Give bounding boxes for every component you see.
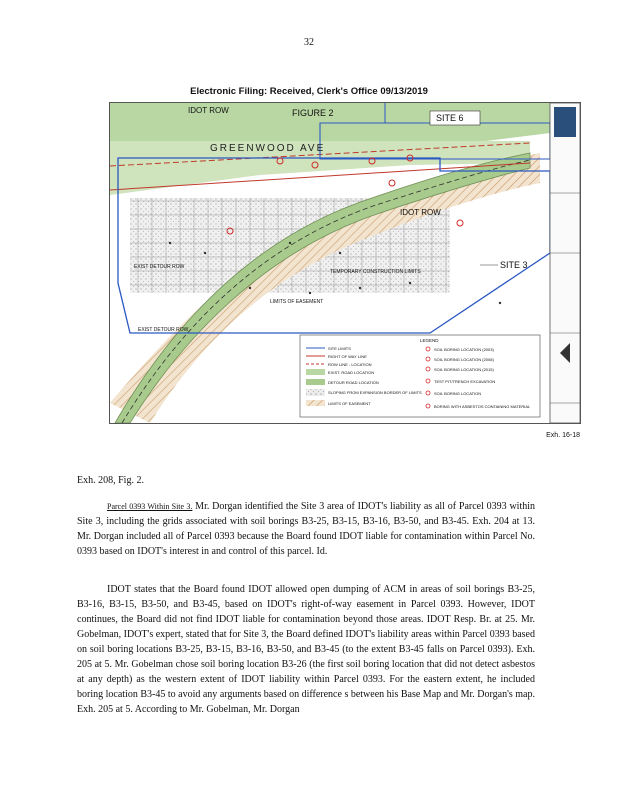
legend-right-5: BORING WITH ASBESTOS CONTAINING MATERIAL: [434, 404, 531, 409]
legend-right-2: SOIL BORING LOCATION (2015): [434, 367, 494, 372]
easement-limit-label: LIMITS OF EASEMENT: [270, 299, 324, 305]
idot-row-top-label: IDOT ROW: [188, 106, 229, 115]
legend-header: LEGEND: [420, 338, 439, 343]
legend-left-0: SITE LIMITS: [328, 346, 351, 351]
site-3-label: SITE 3: [500, 260, 528, 270]
legend-right-0: SOIL BORING LOCATION (2003): [434, 347, 494, 352]
figure-caption: Exh. 16-18: [546, 432, 580, 439]
road-label: GREENWOOD AVE: [210, 143, 326, 154]
paragraph-idot-states: [77, 582, 535, 717]
site-map-figure: [109, 102, 581, 424]
legend-right-1: SOIL BORING LOCATION (2008): [434, 357, 494, 362]
legend-left-1: RIGHT OF WAY LINE: [328, 354, 367, 359]
paragraph-2-text: IDOT states that the Board found IDOT allowed open dumping of ACM in areas of soil borings B3-25, B3-16, B3-15, B3-50, and B3-45, based on IDOT's right-of-way easement in Parcel 0393. However, IDOT continues, the Board did not find IDOT liable for contamination beyond those areas. IDOT Resp. Br. at 25. Mr. Gobelman, IDOT's expert, stated that for Site 3, the Board defined IDOT's liability areas within Parcel 0393 based on soil boring locations B3-25, B3-15, B3-16, B3-50, and B3-45 (to the extent B3-45 falls on Parcel 0393). Exh. 205 at 5. Mr. Gobelman chose soil boring location B3-26 (the first soil boring location that did not detect asbestos at any depth) as the western extent of IDOT liability within Parcel 0393. For the eastern extent, he included boring location B3-45 to avoid any arguments based on difference s between his Base Map and Mr. Dorgan's map. Exh. 205 at 5. According to Mr. Gobelman, Mr. Dorgan: [77, 584, 535, 715]
legend-left-3: EXIST. ROAD LOCATION: [328, 370, 375, 375]
idot-row-mid-label: IDOT ROW: [400, 208, 441, 217]
temp-limit-label: TEMPORARY CONSTRUCTION LIMITS: [330, 269, 421, 275]
detour-left-label: EXIST DETOUR ROW: [134, 264, 185, 270]
paragraph-parcel-0393: [77, 499, 535, 559]
title-block: [550, 103, 580, 423]
legend-left-6: LIMITS OF EASEMENT: [328, 401, 371, 406]
legend-right-4: SOIL BORING LOCATION: [434, 391, 482, 396]
figure-title: FIGURE 2: [292, 108, 334, 118]
legend-left-2: ROW LINE - LOCATION: [328, 362, 372, 367]
exhibit-reference: Exh. 208, Fig. 2.: [77, 475, 144, 486]
detour-bottom-label: EXIST DETOUR ROW: [138, 327, 189, 333]
legend-right-3: TEST PIT/TRENCH EXCAVATION: [434, 379, 496, 384]
paragraph-1-text: Mr. Dorgan identified the Site 3 area of IDOT's liability as all of Parcel 0393 within Site 3, including the grids associated with soil borings B3-25, B3-15, B3-16, B3-50, and B3-45. Exh. 204 at 13. Mr. Dorgan included all of Parcel 0393 because the Board found IDOT liable for contamination within Parcel No. 0393 based on IDOT's interest in and control of this parcel. Id.: [77, 501, 536, 557]
page-number: 32: [304, 37, 314, 48]
legend-left-5: SLOPING FROM EXPANSION BORDER OF LIMITS: [328, 390, 422, 395]
filing-stamp: Electronic Filing: Received, Clerk's Office 09/13/2019: [190, 86, 428, 97]
legend-left-4: DETOUR ROAD LOCATION: [328, 380, 379, 385]
site-6-label: SITE 6: [436, 113, 464, 123]
paragraph-lead: Parcel 0393 Within Site 3.: [107, 502, 193, 511]
